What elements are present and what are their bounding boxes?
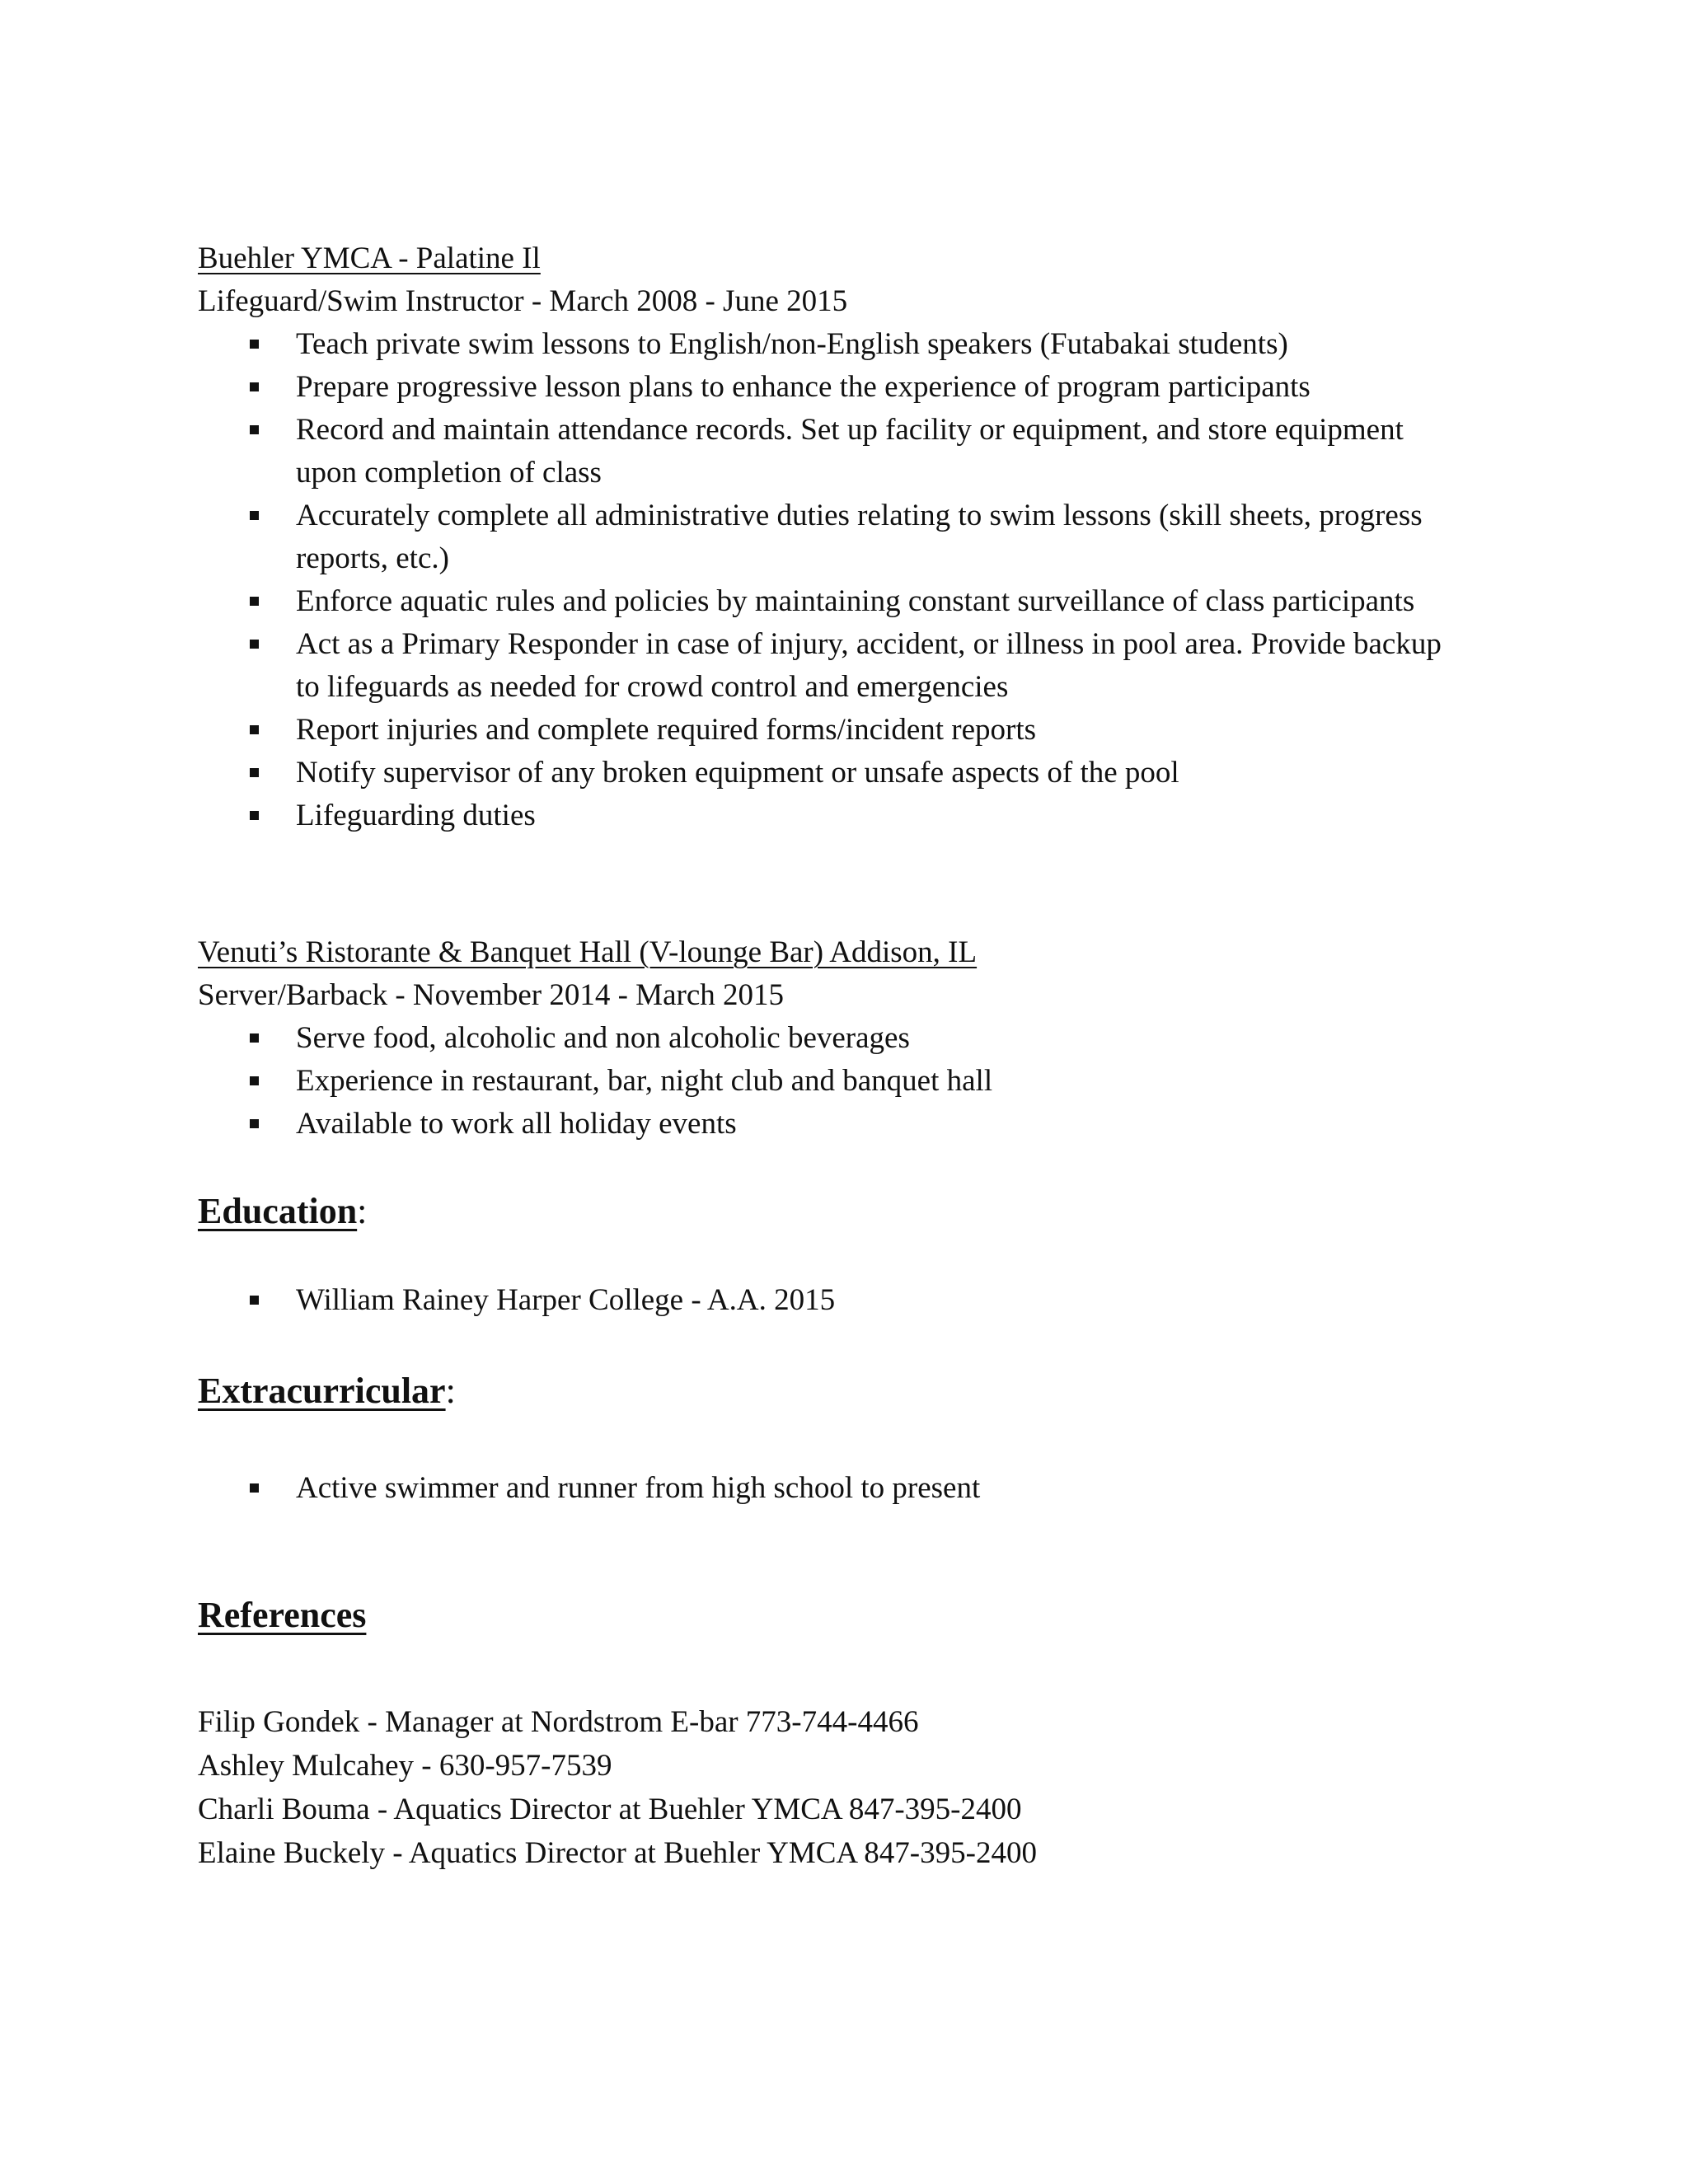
bullet-icon (250, 768, 259, 777)
employer-venutis: Venuti’s Ristorante & Banquet Hall (V-lounge Bar) Addison, IL (198, 935, 978, 969)
education-heading: Education: (198, 1191, 368, 1231)
education-list (0, 1279, 1450, 1322)
bullet-icon (250, 1033, 259, 1043)
bullet-icon (250, 511, 259, 520)
list-item: William Rainey Harper College - A.A. 2015 (0, 1279, 1450, 1322)
list-item: Prepare progressive lesson plans to enhance the experience of program participants (0, 366, 1450, 409)
bullet-icon (250, 1483, 259, 1493)
list-item: Lifeguarding duties (0, 794, 1450, 837)
employer-ymca: Buehler YMCA - Palatine Il (198, 241, 541, 275)
list-item: Report injuries and complete required forms/incident reports (0, 709, 1450, 752)
list-item: Record and maintain attendance records. Set up facility or equipment, and store equipment upon completion of class (0, 409, 1450, 494)
list-item: Serve food, alcoholic and non alcoholic beverages (0, 1017, 1450, 1060)
reference-entry: Elaine Buckely - Aquatics Director at Buehler YMCA 847-395-2400 (198, 1836, 1037, 1870)
bullet-icon (250, 340, 259, 349)
bullet-icon (250, 1296, 259, 1305)
list-item: Teach private swim lessons to English/non-English speakers (Futabakai students) (0, 323, 1450, 366)
bullet-icon (250, 725, 259, 734)
bullet-icon (250, 597, 259, 606)
bullet-icon (250, 425, 259, 434)
role-ymca: Lifeguard/Swim Instructor - March 2008 - June 2015 (198, 284, 848, 318)
list-item: Act as a Primary Responder in case of injury, accident, or illness in pool area. Provide backup to lifeguards as needed for crowd control and emergencies (0, 623, 1450, 709)
list-item: Available to work all holiday events (0, 1103, 1450, 1146)
bullet-icon (250, 382, 259, 391)
reference-entry: Filip Gondek - Manager at Nordstrom E-bar 773-744-4466 (198, 1705, 919, 1739)
list-item: Experience in restaurant, bar, night club and banquet hall (0, 1060, 1450, 1103)
ymca-duties-list (0, 323, 1450, 837)
extracurricular-heading: Extracurricular: (198, 1371, 456, 1411)
extracurricular-list (0, 1467, 1450, 1510)
bullet-icon (250, 640, 259, 649)
reference-entry: Ashley Mulcahey - 630-957-7539 (198, 1749, 612, 1783)
references-heading: References (198, 1595, 367, 1635)
list-item: Accurately complete all administrative duties relating to swim lessons (skill sheets, progress reports, etc.) (0, 494, 1450, 580)
venutis-duties-list (0, 1017, 1450, 1146)
bullet-icon (250, 1076, 259, 1085)
reference-entry: Charli Bouma - Aquatics Director at Buehler YMCA 847-395-2400 (198, 1793, 1022, 1826)
list-item: Notify supervisor of any broken equipment or unsafe aspects of the pool (0, 752, 1450, 794)
bullet-icon (250, 811, 259, 820)
role-venutis: Server/Barback - November 2014 - March 2015 (198, 978, 784, 1012)
bullet-icon (250, 1119, 259, 1128)
list-item: Active swimmer and runner from high school to present (0, 1467, 1450, 1510)
list-item: Enforce aquatic rules and policies by maintaining constant surveillance of class participants (0, 580, 1450, 623)
